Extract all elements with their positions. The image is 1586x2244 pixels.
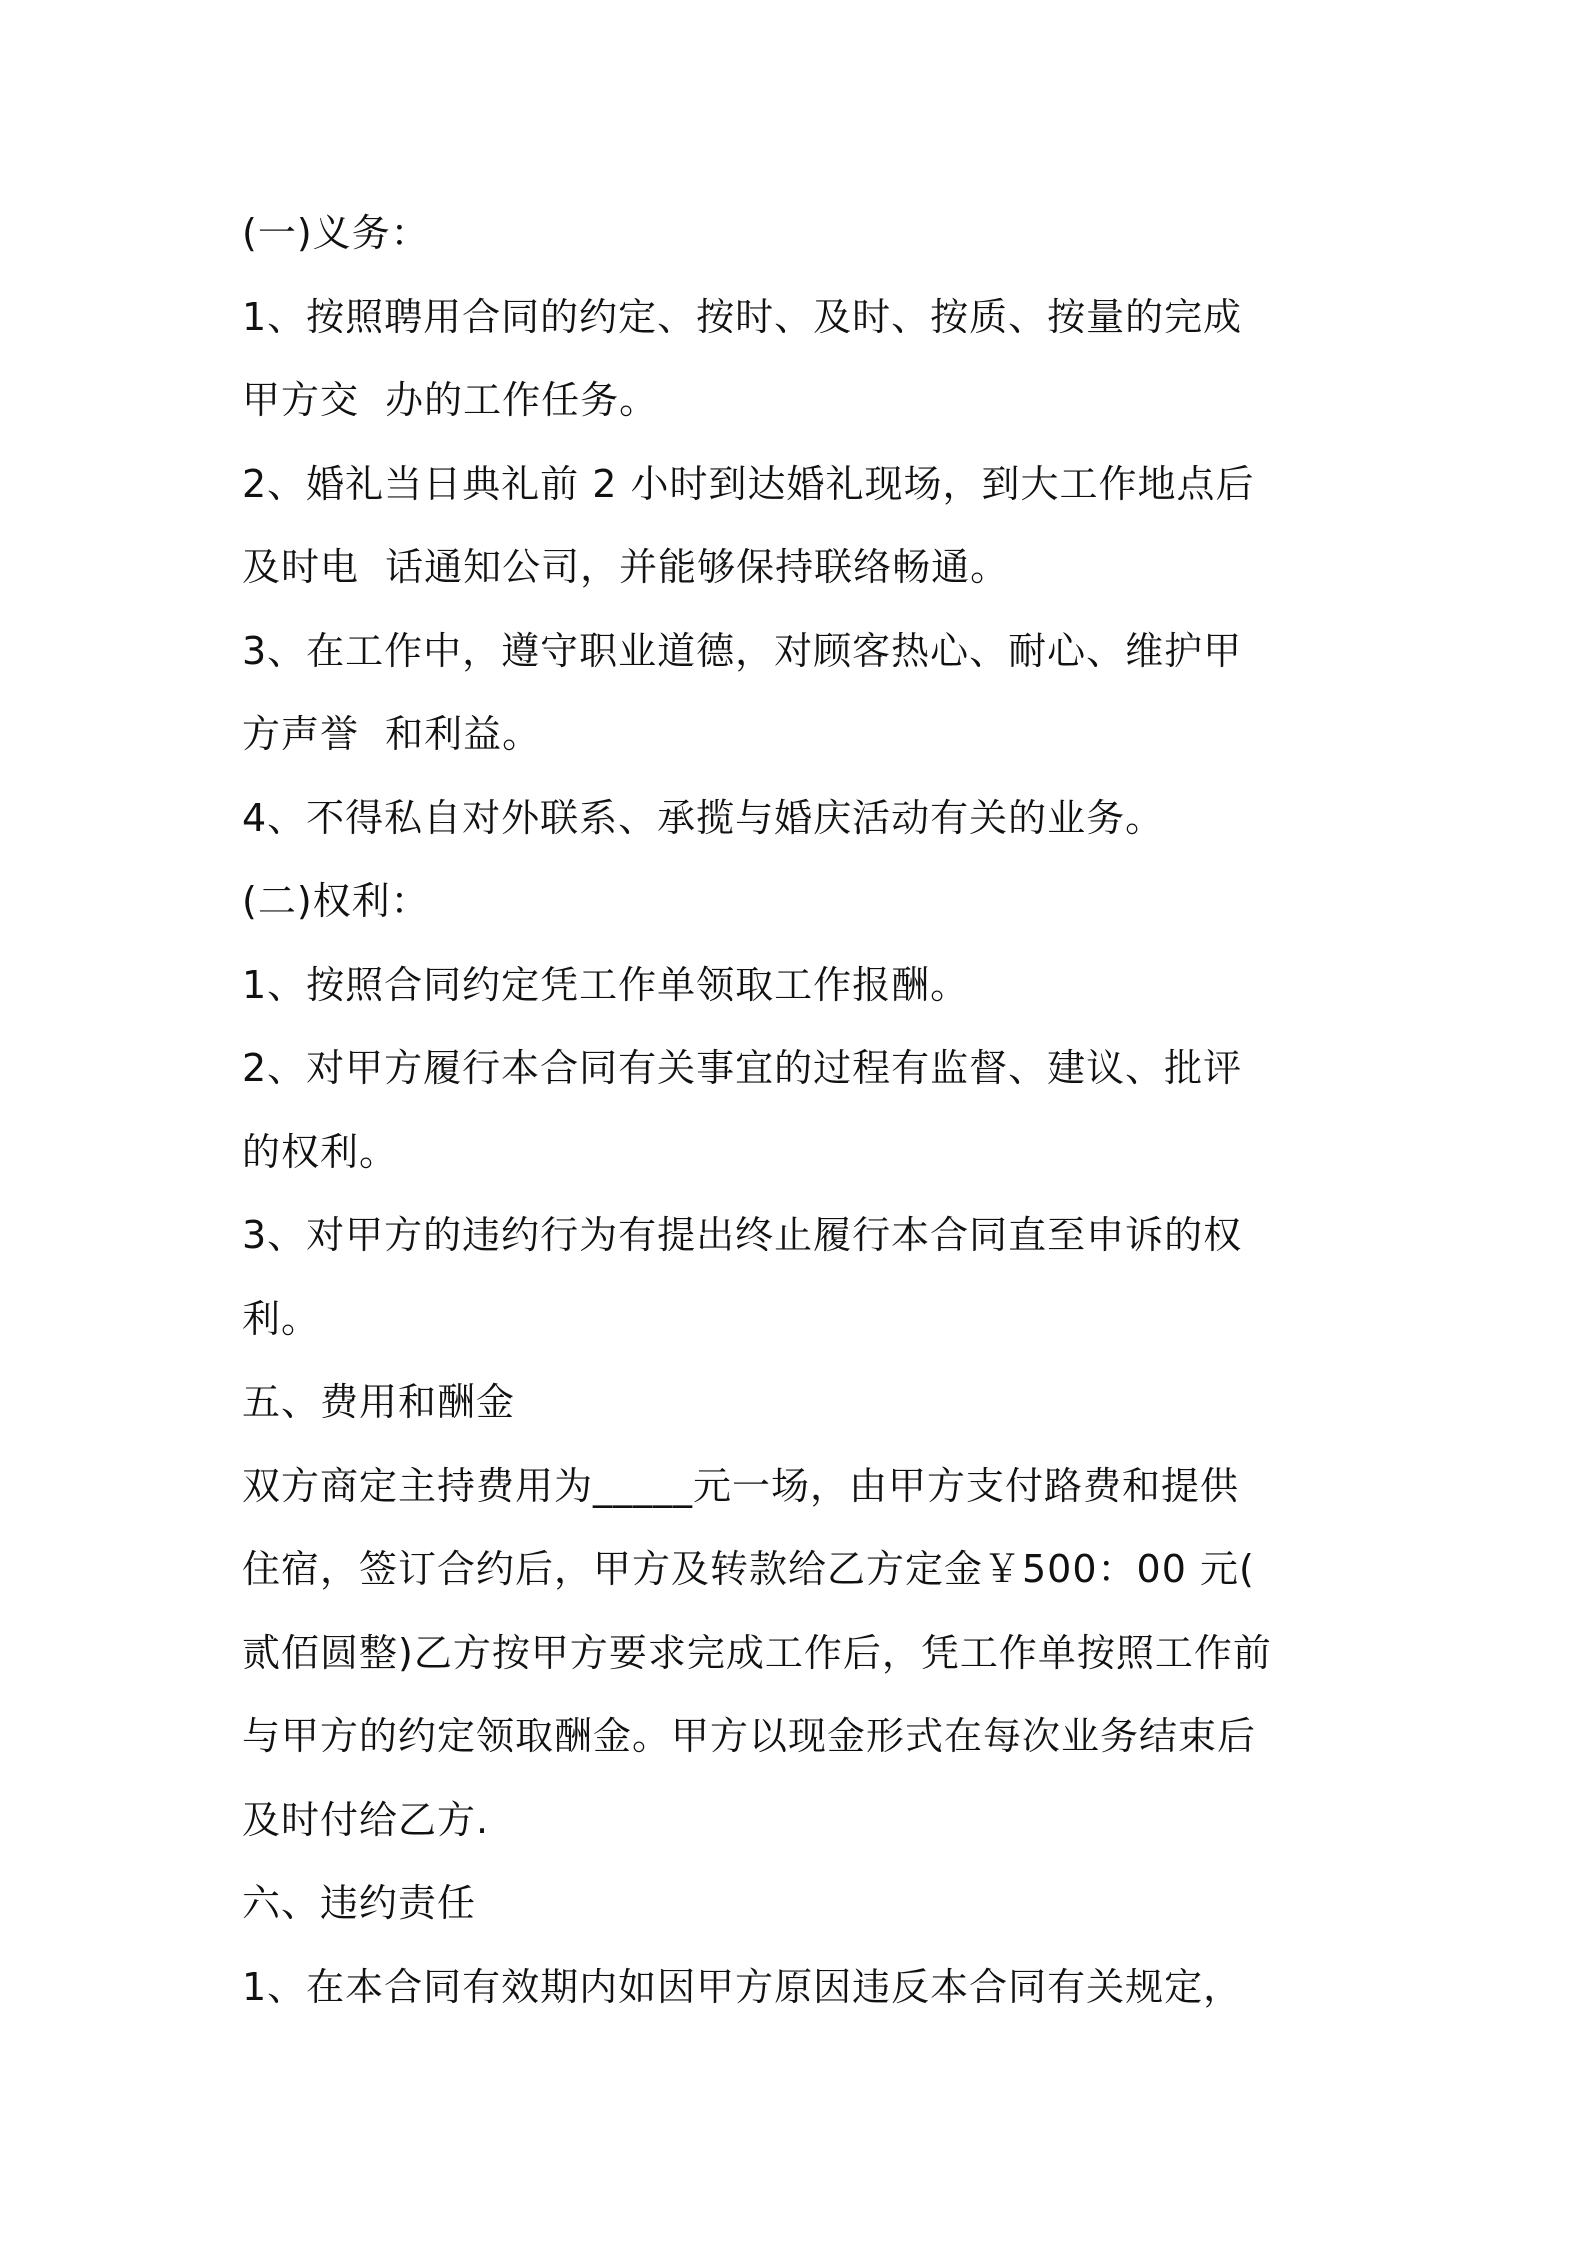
- paragraph-line: 3、在工作中，遵守职业道德，对顾客热心、耐心、维护甲: [242, 628, 1243, 673]
- paragraph-line: 3、对甲方的违约行为有提出终止履行本合同直至申诉的权: [242, 1213, 1243, 1257]
- paragraph-line: 2、对甲方履行本合同有关事宜的过程有监督、建议、批评: [242, 1046, 1243, 1090]
- paragraph-line: 甲方交 办的工作任务。: [242, 378, 659, 422]
- paragraph-line: 双方商定主持费用为_____元一场，由甲方支付路费和提供: [242, 1463, 1240, 1508]
- paragraph-line: 方声誉 和利益。: [242, 712, 542, 756]
- heading-obligations: (一)义务：: [242, 211, 430, 255]
- paragraph-line: 1、在本合同有效期内如因甲方原因违反本合同有关规定，: [242, 1964, 1243, 2009]
- paragraph-line: 及时付给乙方.: [242, 1797, 490, 1842]
- paragraph-line: 的权利。: [242, 1129, 399, 1174]
- paragraph-line: 2、婚礼当日典礼前 2 小时到达婚礼现场，到大工作地点后: [242, 461, 1255, 506]
- heading-breach-liability: 六、违约责任: [242, 1881, 477, 1925]
- paragraph-line: 及时电 话通知公司，并能够保持联络畅通。: [242, 545, 1010, 589]
- heading-rights: (二)权利：: [242, 879, 430, 923]
- paragraph-line: 住宿，签订合约后，甲方及转款给乙方定金￥500：00 元(: [242, 1547, 1255, 1591]
- paragraph-line: 与甲方的约定领取酬金。甲方以现金形式在每次业务结束后: [242, 1714, 1257, 1758]
- heading-fees: 五、费用和酬金: [242, 1380, 516, 1424]
- paragraph-line: 贰佰圆整)乙方按甲方要求完成工作后，凭工作单按照工作前: [242, 1630, 1272, 1675]
- document-body: [242, 192, 1362, 2029]
- paragraph-line: 4、不得私自对外联系、承揽与婚庆活动有关的业务。: [242, 795, 1165, 840]
- paragraph-line: 利。: [242, 1296, 321, 1341]
- paragraph-line: 1、按照聘用合同的约定、按时、及时、按质、按量的完成: [242, 294, 1243, 339]
- paragraph-line: 1、按照合同约定凭工作单领取工作报酬。: [242, 962, 970, 1007]
